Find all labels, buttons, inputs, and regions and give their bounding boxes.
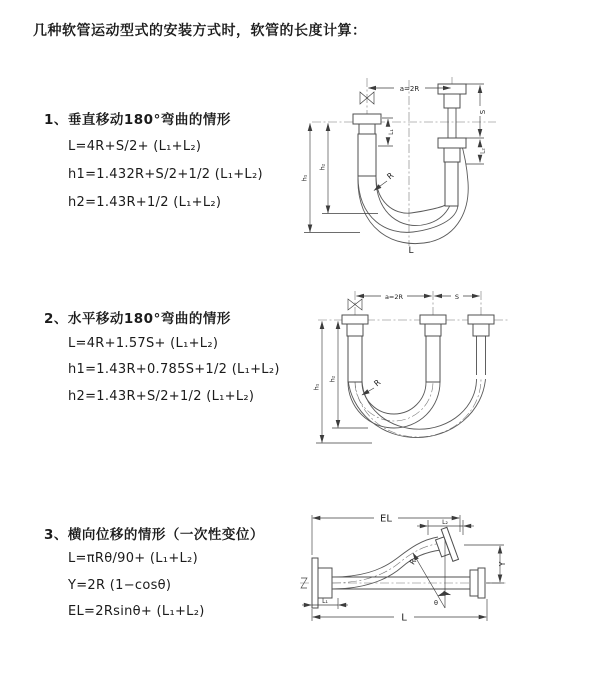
section-2-formula-h1: h1=1.43R+0.785S+1/2 (L₁+L₂) xyxy=(68,362,280,377)
dimension-el xyxy=(312,514,460,556)
label-radius: R xyxy=(385,170,396,182)
fitting-right-moved xyxy=(468,315,494,375)
section-2-formula-h2: h2=1.43R+S/2+1/2 (L₁+L₂) xyxy=(68,389,255,404)
section-3-formula-L: L=πRθ/90+ (L₁+L₂) xyxy=(68,551,198,566)
label-y: Y xyxy=(498,561,507,567)
label-radius: R xyxy=(372,377,383,389)
label-length: L xyxy=(401,612,407,624)
label-span: a=2R xyxy=(399,85,420,93)
displaced-hose xyxy=(332,537,441,589)
dimension-fitting-fixed xyxy=(302,598,348,609)
label-el: EL xyxy=(380,513,392,525)
centerlines xyxy=(318,291,510,437)
dimension-stroke xyxy=(466,84,487,138)
section-3-formula-EL: EL=2Rsinθ+ (L₁+L₂) xyxy=(68,604,205,619)
fitting-right-lower xyxy=(438,138,466,206)
label-fitting-fixed: L₁ xyxy=(322,598,328,605)
label-h-outer: h₁ xyxy=(300,174,309,182)
section-3-heading: 3、横向位移的情形（一次性变位） xyxy=(44,527,264,543)
dimension-h-outer xyxy=(313,322,373,444)
flange-moved xyxy=(433,527,459,564)
radius-leader xyxy=(362,378,383,395)
dimension-h-outer xyxy=(301,124,361,233)
section-2-heading: 2、水平移动180°弯曲的情形 xyxy=(44,311,231,327)
dimension-fitting-bottom xyxy=(466,140,487,164)
label-h-inner: h₂ xyxy=(328,375,337,383)
page-title: 几种软管运动型式的安装方式时，软管的长度计算： xyxy=(33,23,367,39)
label-radius: R xyxy=(407,557,419,567)
section-2-formula-L: L=4R+1.57S+ (L₁+L₂) xyxy=(68,336,219,351)
label-angle: θ xyxy=(434,599,438,607)
dimension-stroke xyxy=(435,293,480,301)
label-h-inner: h₂ xyxy=(318,163,327,171)
label-h-outer: h₁ xyxy=(312,383,321,391)
diagram-horizontal-180-bend xyxy=(310,287,595,467)
fitting-middle xyxy=(420,315,446,382)
label-stroke: S xyxy=(454,292,460,301)
diagram-lateral-displacement xyxy=(298,505,598,650)
label-fitting-moved: L₂ xyxy=(442,519,448,526)
fitting-right-upper xyxy=(438,84,466,138)
label-span: a=2R xyxy=(384,292,404,301)
fitting-left xyxy=(353,114,381,176)
dimension-span xyxy=(357,293,432,301)
label-length: L xyxy=(408,246,414,256)
section-3-formula-Y: Y=2R (1−cosθ) xyxy=(68,578,172,593)
label-fitting-bottom: L₂ xyxy=(479,148,487,154)
section-1-formula-L: L=4R+S/2+ (L₁+L₂) xyxy=(68,139,202,154)
section-1-formula-h2: h2=1.43R+1/2 (L₁+L₂) xyxy=(68,195,222,210)
diagram-vertical-180-bend xyxy=(298,72,593,257)
fitting-left xyxy=(342,315,368,382)
section-1-formula-h1: h1=1.432R+S/2+1/2 (L₁+L₂) xyxy=(68,167,263,182)
label-fitting-top: L₁ xyxy=(388,129,395,135)
centerlines xyxy=(312,77,496,246)
hose-bundle xyxy=(348,379,486,438)
section-1-heading: 1、垂直移动180°弯曲的情形 xyxy=(44,112,231,128)
label-stroke: S xyxy=(479,109,487,115)
